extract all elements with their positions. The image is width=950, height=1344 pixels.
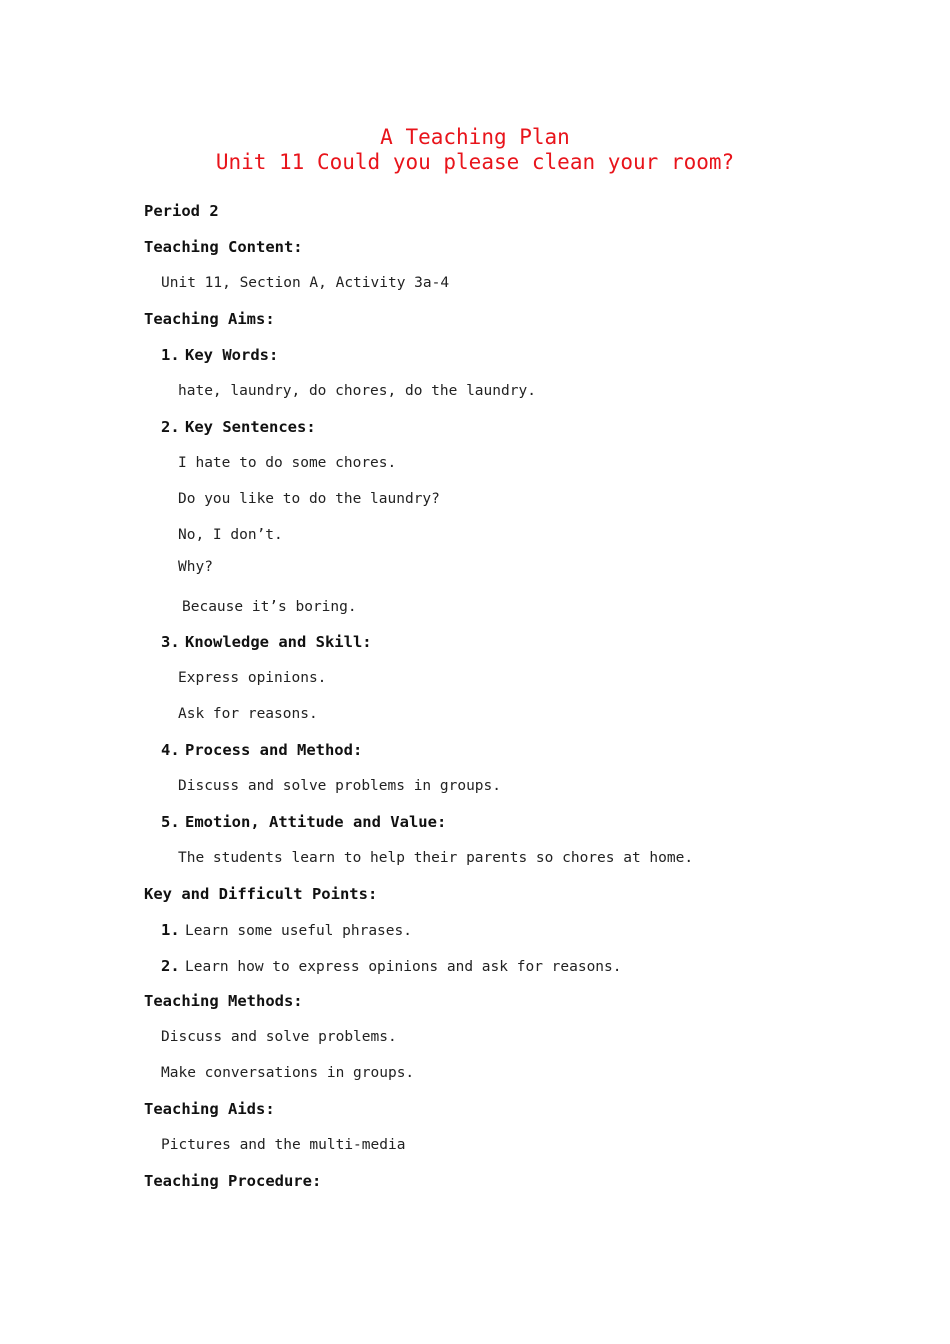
aim-number: 4. — [161, 741, 180, 759]
aim-line: Ask for reasons. — [178, 706, 318, 722]
teaching-aids-heading: Teaching Aids: — [144, 1100, 275, 1118]
aim-line: I hate to do some chores. — [178, 455, 397, 471]
teaching-method-line: Discuss and solve problems. — [161, 1029, 397, 1045]
aim-label: Emotion, Attitude and Value: — [185, 813, 447, 831]
key-point-text: Learn some useful phrases. — [185, 923, 412, 939]
teaching-content-text: Unit 11, Section A, Activity 3a-4 — [161, 275, 450, 291]
aim-item-process-method — [161, 741, 362, 759]
aim-line: hate, laundry, do chores, do the laundry. — [178, 383, 536, 399]
key-point-item — [161, 921, 412, 939]
aim-number: 5. — [161, 813, 180, 831]
teaching-aids-text: Pictures and the multi-media — [161, 1137, 406, 1153]
aim-label: Key Words: — [185, 346, 279, 364]
key-point-number: 1. — [161, 921, 180, 939]
teaching-content-heading: Teaching Content: — [144, 238, 303, 256]
document-title: A Teaching Plan — [380, 125, 570, 149]
aim-label: Process and Method: — [185, 741, 363, 759]
aim-label: Key Sentences: — [185, 418, 316, 436]
aim-line: Express opinions. — [178, 670, 327, 686]
key-point-text: Learn how to express opinions and ask for reasons. — [185, 959, 622, 975]
aim-line: Discuss and solve problems in groups. — [178, 778, 502, 794]
aim-item-key-words — [161, 346, 278, 364]
period-label: Period 2 — [144, 202, 219, 220]
key-points-heading: Key and Difficult Points: — [144, 885, 378, 903]
aim-line: Why? — [178, 559, 213, 575]
teaching-methods-heading: Teaching Methods: — [144, 992, 303, 1010]
teaching-method-line: Make conversations in groups. — [161, 1065, 415, 1081]
document-subtitle: Unit 11 Could you please clean your room? — [215, 150, 735, 174]
aim-item-knowledge-skill — [161, 633, 372, 651]
aim-label: Knowledge and Skill: — [185, 633, 372, 651]
aim-number: 2. — [161, 418, 180, 436]
teaching-aims-heading: Teaching Aims: — [144, 310, 275, 328]
aim-line: No, I don’t. — [178, 527, 283, 543]
aim-number: 3. — [161, 633, 180, 651]
aim-item-emotion-value — [161, 813, 446, 831]
aim-line: Do you like to do the laundry? — [178, 491, 440, 507]
aim-number: 1. — [161, 346, 180, 364]
key-point-number: 2. — [161, 957, 180, 975]
aim-line: The students learn to help their parents so chores at home. — [178, 850, 694, 866]
key-point-item — [161, 957, 622, 975]
aim-item-key-sentences — [161, 418, 316, 436]
teaching-procedure-heading: Teaching Procedure: — [144, 1172, 322, 1190]
aim-line: Because it’s boring. — [182, 599, 357, 615]
